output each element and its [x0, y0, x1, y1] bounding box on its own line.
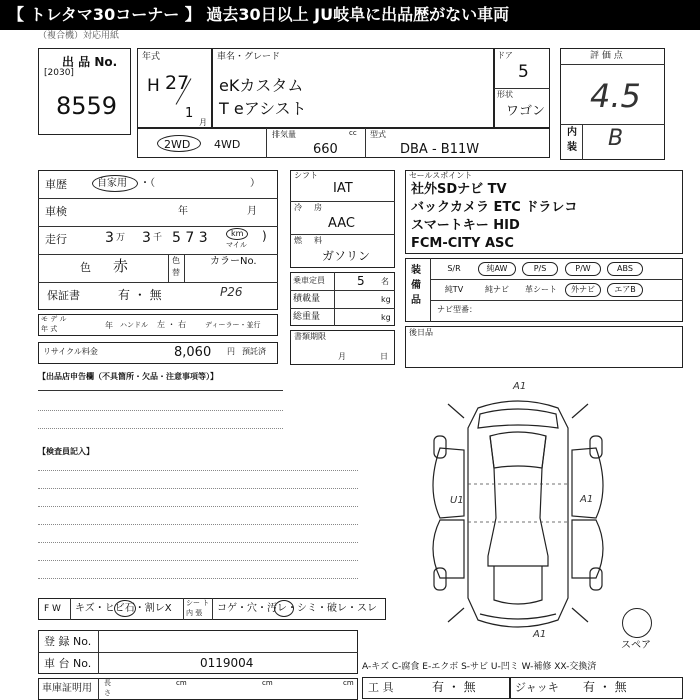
equip-leather-seat: 革シート	[525, 285, 557, 294]
doc-deadline-label: 書類期限	[294, 332, 326, 341]
displacement-value: 660	[313, 142, 338, 157]
mileage-sen: 3	[142, 230, 151, 246]
equip-airbag: エアB	[607, 283, 643, 297]
fuel-value: ガソリン	[322, 249, 371, 263]
doc-month: 月	[338, 352, 346, 361]
fw-crack-circle	[114, 600, 136, 617]
door-count: 5	[518, 62, 529, 82]
interior-label-2: 装	[567, 142, 577, 153]
capacity-label: 乗車定員	[293, 276, 325, 285]
month-unit: 月	[199, 118, 207, 127]
capacity-unit: 名	[381, 277, 389, 286]
lot-number: 8559	[56, 92, 118, 120]
year-value: 27	[165, 72, 190, 94]
damage-legend: A-キズ C-腐食 E-エクボ S-サビ U-凹ミ W-補修 XX-交換済	[362, 662, 597, 672]
history-sep: ・（	[140, 178, 155, 189]
navi-type-label: ナビ型番：	[437, 305, 477, 314]
equip-sr: S/R	[447, 264, 461, 273]
color-change-1: 色	[172, 256, 180, 265]
month-value: 1	[185, 106, 194, 121]
capacity-value: 5	[357, 274, 365, 288]
banner-text: 【 トレタマ30コーナー 】 過去30日以上 JU岐阜に出品歴がない車両	[8, 5, 510, 24]
handle-label: ハンドル	[120, 321, 148, 329]
sheet-subtitle: （複合機）対応用紙	[38, 31, 120, 41]
displacement-unit: cc	[349, 129, 357, 137]
score-value: 4.5	[590, 77, 641, 115]
fuel-label-1: 燃	[294, 236, 302, 245]
cert-cm-1: cm	[176, 679, 187, 687]
year-label: 年式	[142, 52, 161, 62]
sales-line-2: バックカメラ ETC ドラレコ	[411, 200, 578, 215]
shift-value: IAT	[333, 181, 353, 196]
sales-line-4: FCM-CITY ASC	[411, 236, 514, 251]
recycle-unit: 円	[227, 347, 235, 356]
car-name: eKカスタム	[219, 76, 304, 95]
warranty-value: 有 ・ 無	[118, 288, 162, 302]
equip-pw: P/W	[565, 262, 601, 276]
ac-value: AAC	[328, 216, 355, 231]
fw-items: キズ・ヒビ石・割レX	[75, 603, 172, 614]
shift-label: シフト	[294, 171, 318, 180]
inspection-month: 月	[247, 206, 257, 217]
diagram-mark-right: A1	[580, 494, 594, 505]
fuel-label-2: 料	[314, 236, 322, 245]
score-label: 評 価 点	[590, 51, 623, 61]
load-unit: kg	[381, 295, 391, 304]
mileage-sen-unit: 千	[153, 233, 163, 243]
cert-label: 車庫証明用	[42, 683, 92, 694]
history-label: 車歴	[45, 178, 67, 191]
name-label: 車名・グレード	[217, 52, 281, 62]
equip-ps: P/S	[522, 262, 558, 276]
spare-label: スペア	[621, 640, 651, 651]
color-change-2: 替	[172, 268, 180, 277]
lot-label: 出 品 No.	[62, 55, 118, 69]
history-value: 自家用	[97, 178, 127, 189]
tool-label: 工 具	[368, 681, 394, 694]
diagram-mark-rear: A1	[533, 629, 547, 640]
recycle-value: 8,060	[174, 345, 212, 360]
color-no-label: カラーNo.	[210, 256, 257, 267]
car-damage-diagram	[418, 388, 618, 638]
tool-value: 有 ・ 無	[432, 680, 476, 694]
jack-label: ジャッキ	[515, 681, 559, 694]
load-label: 積載量	[293, 294, 321, 304]
chassis-label: 車 台 No.	[44, 657, 92, 670]
door-label: ドア	[497, 51, 513, 60]
equip-genuine-navi: 純ナビ	[485, 285, 509, 294]
diagram-mark-front: A1	[513, 381, 527, 392]
diagram-mark-left: U1	[450, 495, 464, 506]
cert-cm-2: cm	[262, 679, 273, 687]
drive-4wd: 4WD	[214, 138, 241, 151]
dealer-label: ディーラー・並行	[205, 321, 261, 329]
cert-cm-3: cm	[343, 679, 354, 687]
equip-abs: ABS	[607, 262, 643, 276]
car-grade: T eアシスト	[219, 99, 307, 118]
gross-label: 総重量	[293, 312, 321, 322]
inspection-label: 車検	[45, 205, 67, 218]
history-close: ）	[250, 178, 260, 189]
interior-value: B	[608, 126, 624, 151]
after-box	[405, 326, 683, 368]
mileage-man: 3	[105, 230, 114, 246]
spare-tire-icon	[622, 608, 652, 638]
doc-day: 日	[380, 352, 388, 361]
equip-label-1: 装	[411, 265, 421, 276]
year-era: H	[147, 76, 160, 96]
ac-label-2: 房	[314, 203, 322, 212]
model-year-label-1: モ デ ル	[41, 315, 67, 323]
after-label: 後日品	[409, 328, 433, 337]
recycle-label: リサイクル料金	[43, 347, 98, 356]
model-year-label-2: 年 式	[41, 325, 58, 333]
equip-genuine-tv: 純TV	[444, 285, 464, 294]
mileage-label: 走行	[45, 233, 67, 246]
sales-line-1: 社外SDナビ TV	[411, 182, 507, 197]
color-label: 色	[80, 261, 91, 274]
recycle-note: 預託済	[242, 347, 266, 356]
seat-label-2: 内 張	[186, 609, 203, 617]
equip-label-3: 品	[411, 295, 421, 306]
interior-label-1: 内	[567, 127, 577, 138]
mileage-paren: )	[262, 229, 267, 243]
inspector-label: 【検査員記入】	[38, 447, 94, 456]
displacement-label: 排気量	[272, 130, 296, 139]
mileage-unit-mile: マイル	[226, 241, 247, 249]
seat-label-1: シー ト	[186, 599, 210, 607]
model-value: DBA - B11W	[400, 142, 480, 157]
mileage-rest: 5 7 3	[172, 230, 208, 246]
fw-label: F W	[44, 604, 61, 614]
jack-value: 有 ・ 無	[583, 680, 627, 694]
shape-value: ワゴン	[506, 104, 546, 119]
color-no-value: P26	[220, 285, 243, 299]
mileage-man-unit: 万	[116, 233, 126, 243]
model-year-unit: 年	[105, 321, 113, 330]
gross-unit: kg	[381, 313, 391, 322]
lot-code: [2030]	[44, 68, 74, 78]
color-value: 赤	[113, 257, 129, 275]
cert-long: 長	[104, 679, 111, 687]
shape-label: 形状	[497, 90, 513, 99]
sales-label: セールスポイント	[409, 171, 473, 180]
inspection-year: 年	[178, 206, 188, 217]
model-label: 型式	[370, 130, 386, 139]
sales-line-3: スマートキー HID	[411, 218, 520, 233]
seat-items: コゲ・穴・汚レ・シミ・破レ・スレ	[217, 603, 377, 614]
chassis-value: 0119004	[200, 656, 254, 670]
handle-value: 左 ・ 右	[157, 320, 187, 329]
mileage-unit-km: km	[231, 229, 244, 238]
reg-label: 登 録 No.	[44, 635, 92, 648]
seat-stain-circle	[274, 600, 294, 617]
dealer-declaration: 【出品店申告欄（不具箇所・欠品・注意事項等）】	[38, 372, 218, 381]
equip-aftermarket-navi: 外ナビ	[565, 283, 601, 297]
drive-2wd: 2WD	[164, 138, 191, 151]
equip-alloy-wheel: 純AW	[478, 262, 516, 276]
warranty-label: 保証書	[47, 289, 80, 302]
cert-short: さ	[104, 689, 111, 697]
ac-label-1: 冷	[294, 203, 302, 212]
equip-label-2: 備	[411, 280, 421, 291]
